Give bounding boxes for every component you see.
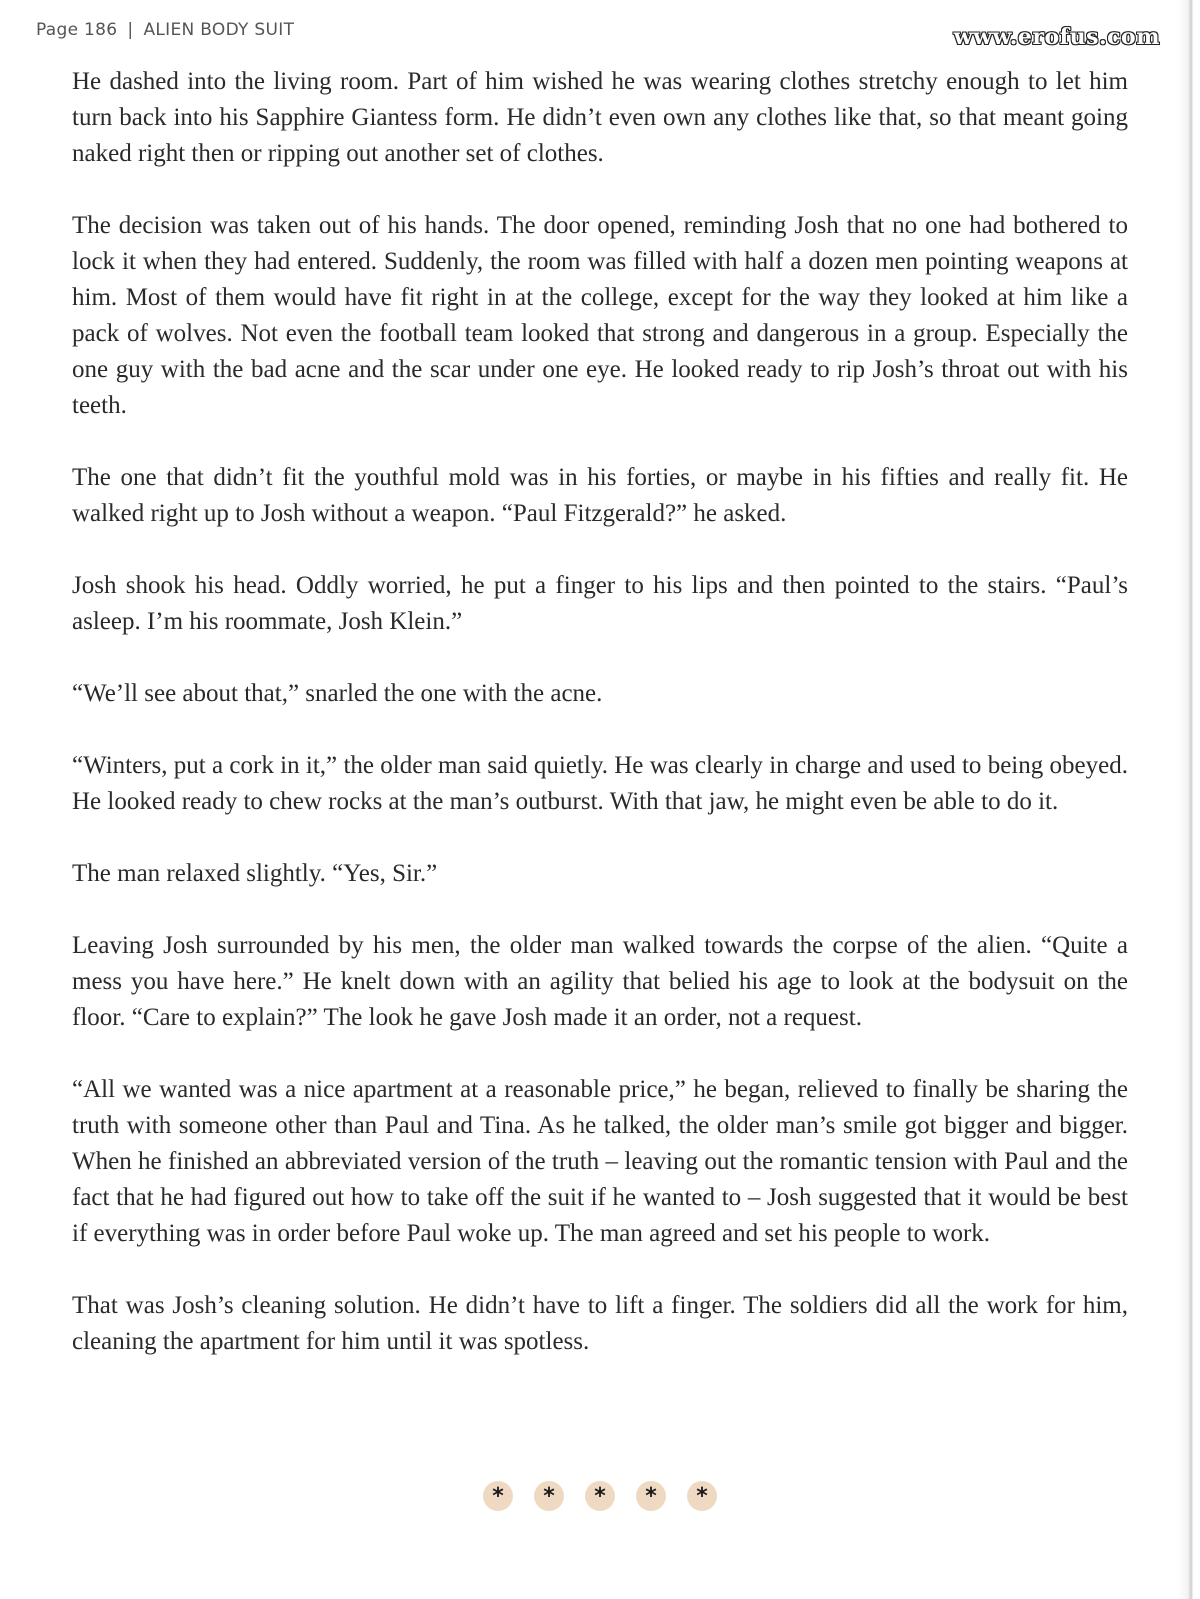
section-break (0, 1481, 1200, 1511)
asterisk-icon: * (687, 1481, 717, 1511)
paragraph: “We’ll see about that,” snarled the one with the acne. (72, 680, 603, 707)
page-edge-shadow (1178, 0, 1200, 1599)
page-header (36, 20, 294, 40)
site-watermark: www.erofus.com (953, 24, 1160, 50)
page-body (72, 64, 1128, 1396)
paragraph: Josh shook his head. Oddly worried, he put a finger to his lips and then pointed to the stairs. “Paul’s asleep. I’m his roommate, Josh Klein.” (72, 572, 1128, 635)
page-number: Page 186 (36, 20, 118, 40)
asterisk-icon: * (585, 1481, 615, 1511)
asterisk-icon: * (636, 1481, 666, 1511)
header-separator: | (127, 20, 134, 40)
paragraph: The one that didn’t fit the youthful mold was in his forties, or maybe in his fifties and really fit. He walked right up to Josh without a weapon. “Paul Fitzgerald?” he asked. (72, 464, 1128, 527)
asterisk-icon: * (534, 1481, 564, 1511)
paragraph: “Winters, put a cork in it,” the older man said quietly. He was clearly in charge and used to being obeyed. He looked ready to chew rocks at the man’s outburst. With that jaw, he might even be able to do it. (72, 752, 1128, 815)
paragraph: The man relaxed slightly. “Yes, Sir.” (72, 860, 438, 887)
paragraph: The decision was taken out of his hands. The door opened, reminding Josh that no one had bothered to lock it when they had entered. Suddenly, the room was filled with half a dozen men pointing weapons at him. Most of them would have fit right in at the college, except for the way they looked at him like a pack of wolves. Not even the football team looked that strong and dangerous in a group. Especially the one guy with the bad acne and the scar under one eye. He looked ready to rip Josh’s throat out with his teeth. (72, 212, 1128, 419)
paragraph: “All we wanted was a nice apartment at a reasonable price,” he began, relieved to finally be sharing the truth with someone other than Paul and Tina. As he talked, the older man’s smile got bigger and bigger. When he finished an abbreviated version of the truth – leaving out the romantic tension with Paul and the fact that he had figured out how to take off the suit if he wanted to – Josh suggested that it would be best if everything was in order before Paul woke up. The man agreed and set his people to work. (72, 1076, 1128, 1247)
asterisk-icon: * (483, 1481, 513, 1511)
book-title: ALIEN BODY SUIT (143, 20, 295, 40)
paragraph: He dashed into the living room. Part of him wished he was wearing clothes stretchy enough to let him turn back into his Sapphire Giantess form. He didn’t even own any clothes like that, so that meant going naked right then or ripping out another set of clothes. (72, 68, 1128, 167)
paragraph: Leaving Josh surrounded by his men, the older man walked towards the corpse of the alien. “Quite a mess you have here.” He knelt down with an agility that belied his age to look at the bodysuit on the floor. “Care to explain?” The look he gave Josh made it an order, not a request. (72, 932, 1128, 1031)
paragraph: That was Josh’s cleaning solution. He didn’t have to lift a finger. The soldiers did all the work for him, cleaning the apartment for him until it was spotless. (72, 1292, 1128, 1355)
